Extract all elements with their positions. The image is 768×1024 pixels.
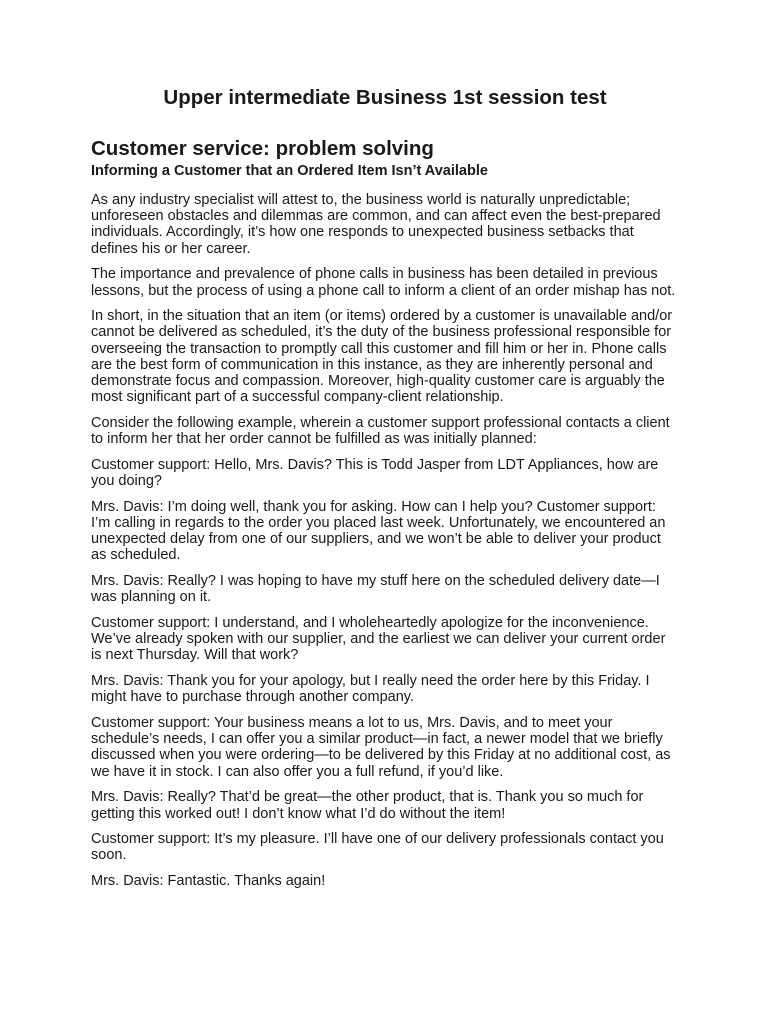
dialogue-line: Mrs. Davis: Thank you for your apology, but I really need the order here by this Friday. I might have to purchase through another company. [91,673,650,706]
dialogue-line: Mrs. Davis: I’m doing well, thank you for asking. How can I help you? Customer support: I’m calling in regards to the order you placed last week. Unfortunately, we encountered an unexpected delay from one of our suppliers, and we won’t be able to deliver your product as scheduled. [91,498,666,564]
dialogue-line: Customer support: I understand, and I wholeheartedly apologize for the inconvenience. We’ve already spoken with our supplier, and the earliest we can deliver your current order is next Thursday. Will that work? [91,614,666,664]
dialogue-line: Customer support: Hello, Mrs. Davis? This is Todd Jasper from LDT Appliances, how are you doing? [91,456,659,490]
subheading: Informing a Customer that an Ordered Item Isn’t Available [91,163,488,179]
dialogue-line: Mrs. Davis: Really? That’d be great—the other product, that is. Thank you so much for getting this worked out! I don’t know what I’d do without the item! [91,789,644,822]
dialogue-line: Mrs. Davis: Really? I was hoping to have my stuff here on the scheduled delivery date—I was planning on it. [91,573,660,606]
dialogue-line: Mrs. Davis: Fantastic. Thanks again! [91,873,326,890]
paragraph-example-intro: Consider the following example, wherein a customer support professional contacts a client to inform her that her order cannot be fulfilled as was initially planned: [91,414,670,448]
paragraph-intro: As any industry specialist will attest to, the business world is naturally unpredictable; unforeseen obstacles and dilemmas are common, and can affect even the best-prepared individuals. Accordingly, it’s how one responds to unexpected business setbacks that defines his or her career. [91,192,661,257]
paragraph-phone-calls: The importance and prevalence of phone calls in business has been detailed in previous lessons, but the process of using a phone call to inform a client of an order mishap has not. [91,266,676,299]
dialogue-line: Customer support: It’s my pleasure. I’ll have one of our delivery professionals contact you soon. [91,831,664,864]
document-page [91,84,679,899]
document-title: Upper intermediate Business 1st session test [163,86,607,109]
paragraph-in-short: In short, in the situation that an item (or items) ordered by a customer is unavailable and/or cannot be delivered as scheduled, it’s the duty of the business professional responsible for overseeing the transaction to promptly call this customer and fill him or her in. Phone calls are the best form of communication in this instance, as they are inherently personal and demonstrate focus and compassion. Moreover, high-quality customer care is arguably the most significant part of a successful company-client relationship. [91,308,673,406]
dialogue-line: Customer support: Your business means a lot to us, Mrs. Davis, and to meet your schedule’s needs, I can offer you a similar product—in fact, a newer model that we briefly discussed when you were ordering—to be delivered by this Friday at no additional cost, as we have it in stock. I can also offer you a full refund, if you’d like. [91,714,671,780]
section-heading: Customer service: problem solving [91,137,434,160]
